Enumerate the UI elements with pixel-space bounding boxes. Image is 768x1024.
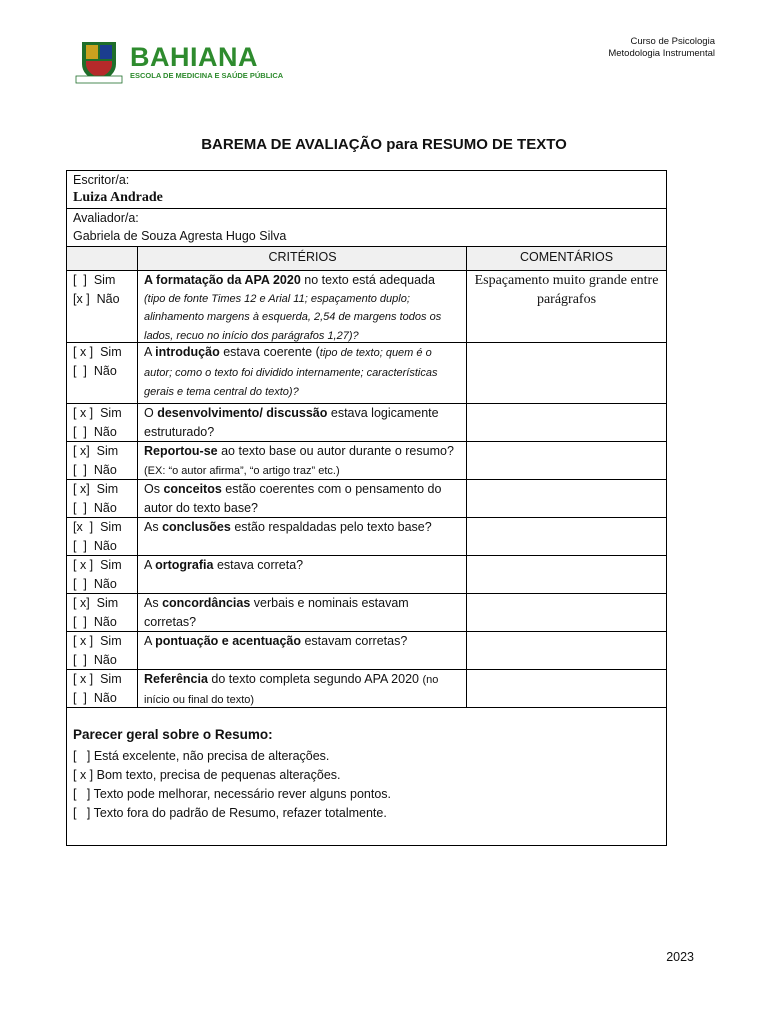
- table-header: [67, 247, 666, 271]
- option-nao[interactable]: [ ] Não: [73, 614, 117, 629]
- criterion-text: [144, 343, 462, 402]
- criterion-text-part: A formatação da APA 2020: [144, 273, 301, 287]
- criterion-row: [67, 670, 666, 708]
- option-nao[interactable]: [ ] Não: [73, 576, 117, 591]
- writer-label: Escritor/a:: [73, 173, 130, 187]
- criterion-comment[interactable]: Espaçamento muito grande entre parágrafos: [474, 273, 659, 307]
- criterion-text: [144, 632, 462, 651]
- crest-icon: [74, 40, 124, 84]
- criterion-text: [144, 404, 462, 441]
- option-sim[interactable]: [ x ] Sim: [73, 406, 122, 420]
- criterion-text: [144, 442, 462, 480]
- comments-header: COMENTÁRIOS: [519, 250, 614, 264]
- criterion-text-part: conclusões: [162, 520, 231, 534]
- verdict-title: Parecer geral sobre o Resumo:: [73, 727, 273, 742]
- course-name: Curso de Psicologia: [630, 36, 715, 47]
- option-nao[interactable]: [ ] Não: [73, 462, 117, 477]
- option-sim[interactable]: [ x] Sim: [73, 596, 119, 610]
- writer-name: Luiza Andrade: [73, 190, 163, 205]
- criterion-text-part: estava logicamente estruturado?: [144, 406, 439, 439]
- criterion-options: [73, 518, 135, 555]
- option-nao[interactable]: [ ] Não: [73, 424, 117, 439]
- option-sim[interactable]: [ x] Sim: [73, 482, 119, 496]
- criterion-options: [73, 632, 135, 669]
- criterion-row: [67, 404, 666, 442]
- criterion-text: [144, 518, 462, 537]
- criterion-text-part: estão respaldadas pelo texto base?: [230, 520, 432, 534]
- criterion-note: (tipo de fonte Times 12 e Arial 11; espaçamento duplo; alinhamento margens à esquerda, 2,54 de margens todos os lados, recuo no início dos parágrafos 1,27)?: [144, 292, 442, 342]
- evaluator-label: Avaliador/a:: [73, 211, 139, 225]
- verdict-option[interactable]: [ ] Está excelente, não precisa de alterações.: [73, 748, 330, 763]
- criterion-options: [73, 594, 135, 631]
- option-nao[interactable]: [ ] Não: [73, 690, 117, 705]
- discipline-name: Metodologia Instrumental: [608, 48, 715, 59]
- option-nao[interactable]: [ ] Não: [73, 652, 117, 667]
- criterion-text: [144, 480, 462, 517]
- criterion-text-part: As: [144, 520, 163, 534]
- criterion-text-part: do texto completa segundo APA 2020: [207, 672, 423, 686]
- criterion-text-part: introdução: [155, 345, 220, 359]
- criterion-note: tipo de texto; quem é o autor; como o texto foi dividido internamente; características gerais e tema central do texto)?: [144, 347, 438, 398]
- option-sim[interactable]: [ x ] Sim: [73, 634, 122, 648]
- criterion-text-part: A: [144, 345, 156, 359]
- evaluator-row: [67, 209, 666, 247]
- course-info: [608, 36, 715, 60]
- column-divider: [137, 247, 138, 708]
- criterion-row: [67, 632, 666, 670]
- verdict-option[interactable]: [ ] Texto pode melhorar, necessário rever alguns pontos.: [73, 786, 392, 801]
- criteria-header: CRITÉRIOS: [268, 250, 337, 264]
- criterion-options: [73, 343, 135, 380]
- option-sim[interactable]: [ x ] Sim: [73, 672, 122, 686]
- criterion-text-part: concordâncias: [162, 596, 251, 610]
- criterion-text-part: A: [144, 634, 156, 648]
- criterion-row: [67, 271, 666, 343]
- option-nao[interactable]: [ ] Não: [73, 538, 117, 553]
- writer-row: [67, 171, 666, 209]
- criterion-text-part: no texto está adequada: [300, 273, 435, 287]
- criterion-text-part: ao texto base ou autor durante o resumo?: [217, 444, 454, 458]
- option-sim[interactable]: [ ] Sim: [73, 273, 116, 287]
- option-nao[interactable]: [ ] Não: [73, 363, 117, 378]
- criterion-text-part: estão coerentes com o pensamento do autor do texto base?: [144, 482, 442, 515]
- criterion-text: [144, 670, 462, 709]
- verdict-section: [73, 726, 391, 823]
- criterion-text-part: (EX: “o autor afirma”, “o artigo traz” etc.): [144, 464, 340, 477]
- year-footer: 2023: [666, 950, 694, 964]
- bahiana-logo: [74, 40, 284, 86]
- criterion-text-part: estava coerente (: [219, 345, 320, 359]
- criterion-text-part: conceitos: [163, 482, 222, 496]
- criterion-options: [73, 556, 135, 593]
- criterion-text-part: Os: [144, 482, 164, 496]
- verdict-option[interactable]: [ x ] Bom texto, precisa de pequenas alterações.: [73, 767, 341, 782]
- criterion-row: [67, 343, 666, 404]
- option-sim[interactable]: [ x] Sim: [73, 444, 119, 458]
- criterion-text-part: desenvolvimento/ discussão: [157, 406, 328, 420]
- criterion-text-part: pontuação e acentuação: [155, 634, 301, 648]
- option-sim[interactable]: [x ] Sim: [73, 520, 122, 534]
- criterion-row: [67, 556, 666, 594]
- criterion-row: [67, 518, 666, 556]
- criterion-options: [73, 480, 135, 517]
- criterion-text-part: Referência: [144, 672, 208, 686]
- option-sim[interactable]: [ x ] Sim: [73, 558, 122, 572]
- criterion-text-part: estava correta?: [213, 558, 304, 572]
- criterion-options: [73, 271, 135, 308]
- criterion-text: [144, 556, 462, 575]
- verdict-option[interactable]: [ ] Texto fora do padrão de Resumo, refazer totalmente.: [73, 805, 387, 820]
- criterion-row: [67, 442, 666, 480]
- criterion-options: [73, 404, 135, 441]
- option-nao[interactable]: [ ] Não: [73, 500, 117, 515]
- option-nao[interactable]: [x ] Não: [73, 291, 120, 306]
- column-divider: [466, 247, 467, 708]
- brand-subtitle: ESCOLA DE MEDICINA E SAÚDE PÚBLICA: [130, 71, 284, 80]
- option-sim[interactable]: [ x ] Sim: [73, 345, 122, 359]
- criterion-options: [73, 670, 135, 707]
- criterion-options: [73, 442, 135, 479]
- criterion-text-part: O: [144, 406, 158, 420]
- criterion-text-part: ortografia: [155, 558, 214, 572]
- criterion-row: [67, 594, 666, 632]
- criterion-text-part: estavam corretas?: [301, 634, 408, 648]
- criterion-text-part: A: [144, 558, 156, 572]
- criterion-text-part: verbais e nominais estavam corretas?: [144, 596, 409, 629]
- criterion-text-part: Reportou-se: [144, 444, 218, 458]
- criterion-text-part: As: [144, 596, 163, 610]
- brand-name: BAHIANA: [130, 42, 258, 72]
- criterion-row: [67, 480, 666, 518]
- evaluation-form: [66, 170, 667, 846]
- page-title: BAREMA DE AVALIAÇÃO para RESUMO DE TEXTO: [201, 136, 567, 153]
- evaluator-name: Gabriela de Souza Agresta Hugo Silva: [73, 229, 287, 243]
- criterion-text: [144, 594, 462, 631]
- criterion-text-part: (no início ou final do texto): [144, 674, 439, 706]
- criterion-text: [144, 271, 462, 345]
